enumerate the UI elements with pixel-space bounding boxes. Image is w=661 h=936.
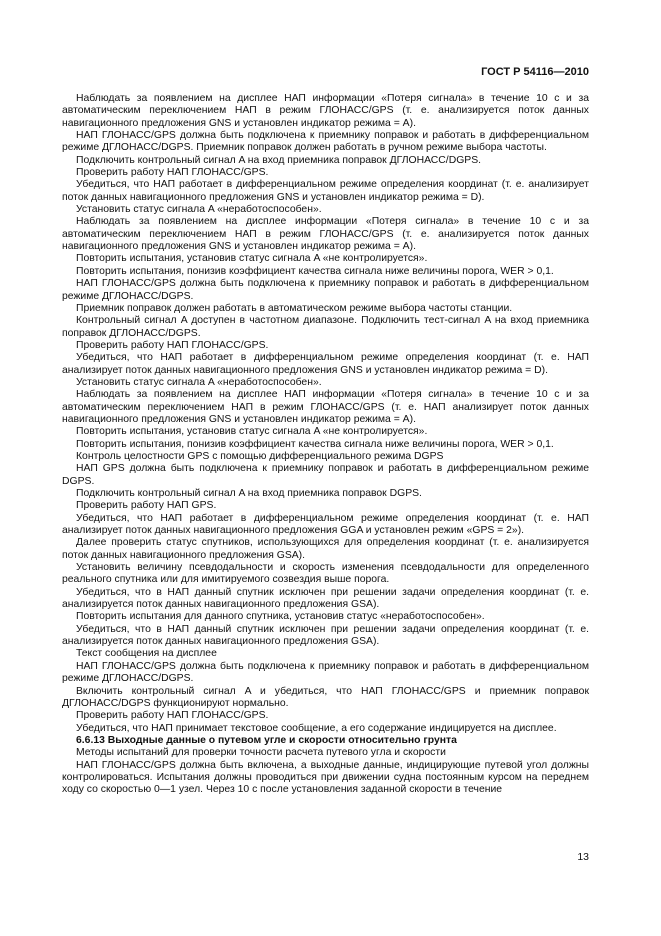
paragraph: Повторить испытания для данного спутника, установив статус «неработоспособен». <box>76 611 485 623</box>
paragraph: Приемник поправок должен работать в автоматическом режиме выбора частоты станции. <box>76 302 513 314</box>
paragraph: НАП GPS должна быть подключена к приемнику поправок и работать в дифференциальном режиме DGPS. <box>62 463 589 487</box>
paragraph: Текст сообщения на дисплее <box>76 648 217 660</box>
paragraph: Повторить испытания, установив статус сигнала A «не контролируется». <box>76 253 428 265</box>
document-body <box>62 93 589 797</box>
paragraph: Установить величину псевдодальности и скорость изменения псевдодальности для определенного реального спутника или для имитируемого созвездия выше порога. <box>62 562 589 586</box>
paragraph: Убедиться, что в НАП данный спутник исключен при решении задачи определения координат (т. е. анализируется поток данных навигационного предложения GSA). <box>62 586 589 611</box>
document-header: ГОСТ Р 54116—2010 <box>481 66 589 78</box>
paragraph: Повторить испытания, понизив коэффициент качества сигнала ниже величины порога, WER > 0,1. <box>76 265 554 277</box>
paragraph: Повторить испытания, установив статус сигнала A «не контролируется». <box>76 426 428 438</box>
paragraph: НАП ГЛОНАСС/GPS должна быть подключена к приемнику поправок и работать в дифференциальном режиме ДГЛОНАСС/DGPS. Приемник поправок должен работать в ручном режиме выбора частоты. <box>62 130 589 154</box>
section-heading: 6.6.13 Выходные данные о путевом угле и скорости относительно грунта <box>76 734 457 746</box>
paragraph: Установить статус сигнала A «неработоспособен». <box>76 204 322 216</box>
paragraph: Наблюдать за появлением на дисплее НАП информации «Потеря сигнала» в течение 10 с и за автоматическим переключением НАП в режим ГЛОНАСС/GPS (т. е. анализируется поток данных навигационного предложения GNS и установлен индикатор режима = A). <box>62 93 589 129</box>
paragraph: Проверить работу НАП ГЛОНАСС/GPS. <box>76 339 269 351</box>
paragraph: Наблюдать за появлением на дисплее информации «Потеря сигнала» в течение 10 с и за автоматическим переключением НАП в режим ГЛОНАСС/GPS (т. е. анализируется поток данных навигационного предложения GNS и установлен индикатор режима = A). <box>62 216 589 253</box>
paragraph: Проверить работу НАП ГЛОНАСС/GPS. <box>76 167 269 179</box>
paragraph: Контроль целостности GPS с помощью дифференциального режима DGPS <box>76 450 444 462</box>
page-number: 13 <box>577 851 589 863</box>
paragraph: Проверить работу НАП ГЛОНАСС/GPS. <box>76 710 269 722</box>
paragraph: НАП ГЛОНАСС/GPS должна быть включена, а выходные данные, индицирующие путевой угол должны контролироваться. Испытания должны проводиться при движении судна постоянным курсом на переднем ходу со скоростью 0—1 узел. Через 10 с после установления заданной скорости в течение <box>62 759 589 796</box>
paragraph: Подключить контрольный сигнал A на вход приемника поправок ДГЛОНАСС/DGPS. <box>76 154 482 166</box>
paragraph: Наблюдать за появлением на дисплее НАП информации «Потеря сигнала» в течение 10 с и за автоматическим переключением НАП в режим ГЛОНАСС/GPS (т. е. НАП анализирует поток данных навигационного предложения GNS и установлен индикатор режима = A). <box>62 389 589 425</box>
paragraph: Убедиться, что НАП принимает текстовое сообщение, а его содержание индицируется на дисплее. <box>76 722 557 734</box>
paragraph: Подключить контрольный сигнал A на вход приемника поправок DGPS. <box>76 488 422 499</box>
paragraph: Проверить работу НАП GPS. <box>76 500 217 512</box>
paragraph: Убедиться, что НАП работает в дифференциальном режиме определения координат (т. е. НАП анализирует поток данных навигационного предложения GGA и установлен режим «GPS = 2»). <box>62 512 589 537</box>
paragraph: Убедиться, что НАП работает в дифференциальном режиме определения координат (т. е. НАП анализирует поток данных навигационного предложения GNS и установлен индикатор режима = D). <box>62 352 589 376</box>
paragraph: НАП ГЛОНАСС/GPS должна быть подключена к приемнику поправок и работать в дифференциальном режиме ДГЛОНАСС/DGPS. <box>62 278 589 302</box>
paragraph: НАП ГЛОНАСС/GPS должна быть подключена к приемнику поправок и работать в дифференциальном режиме ДГЛОНАСС/DGPS. <box>62 660 589 685</box>
paragraph: Контрольный сигнал A доступен в частотном диапазоне. Подключить тест-сигнал A на вход приемника поправок ДГЛОНАСС/DGPS. <box>62 315 589 339</box>
paragraph: Далее проверить статус спутников, использующихся для определения координат (т. е. анализируется поток данных навигационного предложения GSA). <box>62 537 589 561</box>
paragraph: Убедиться, что в НАП данный спутник исключен при решении задачи определения координат (т. е. анализируется поток данных навигационного предложения GSA). <box>62 623 589 648</box>
paragraph: Повторить испытания, понизив коэффициент качества сигнала ниже величины порога, WER > 0,1. <box>76 438 554 450</box>
paragraph: Включить контрольный сигнал A и убедиться, что НАП ГЛОНАСС/GPS и приемник поправок ДГЛОНАСС/DGPS функционируют нормально. <box>62 685 589 709</box>
paragraph: Установить статус сигнала A «неработоспособен». <box>76 376 322 388</box>
paragraph: Убедиться, что НАП работает в дифференциальном режиме определения координат (т. е. анализирует поток данных навигационного предложения GNS и установлен индикатор режима = D). <box>62 179 589 203</box>
paragraph: Методы испытаний для проверки точности расчета путевого угла и скорости <box>76 747 446 759</box>
